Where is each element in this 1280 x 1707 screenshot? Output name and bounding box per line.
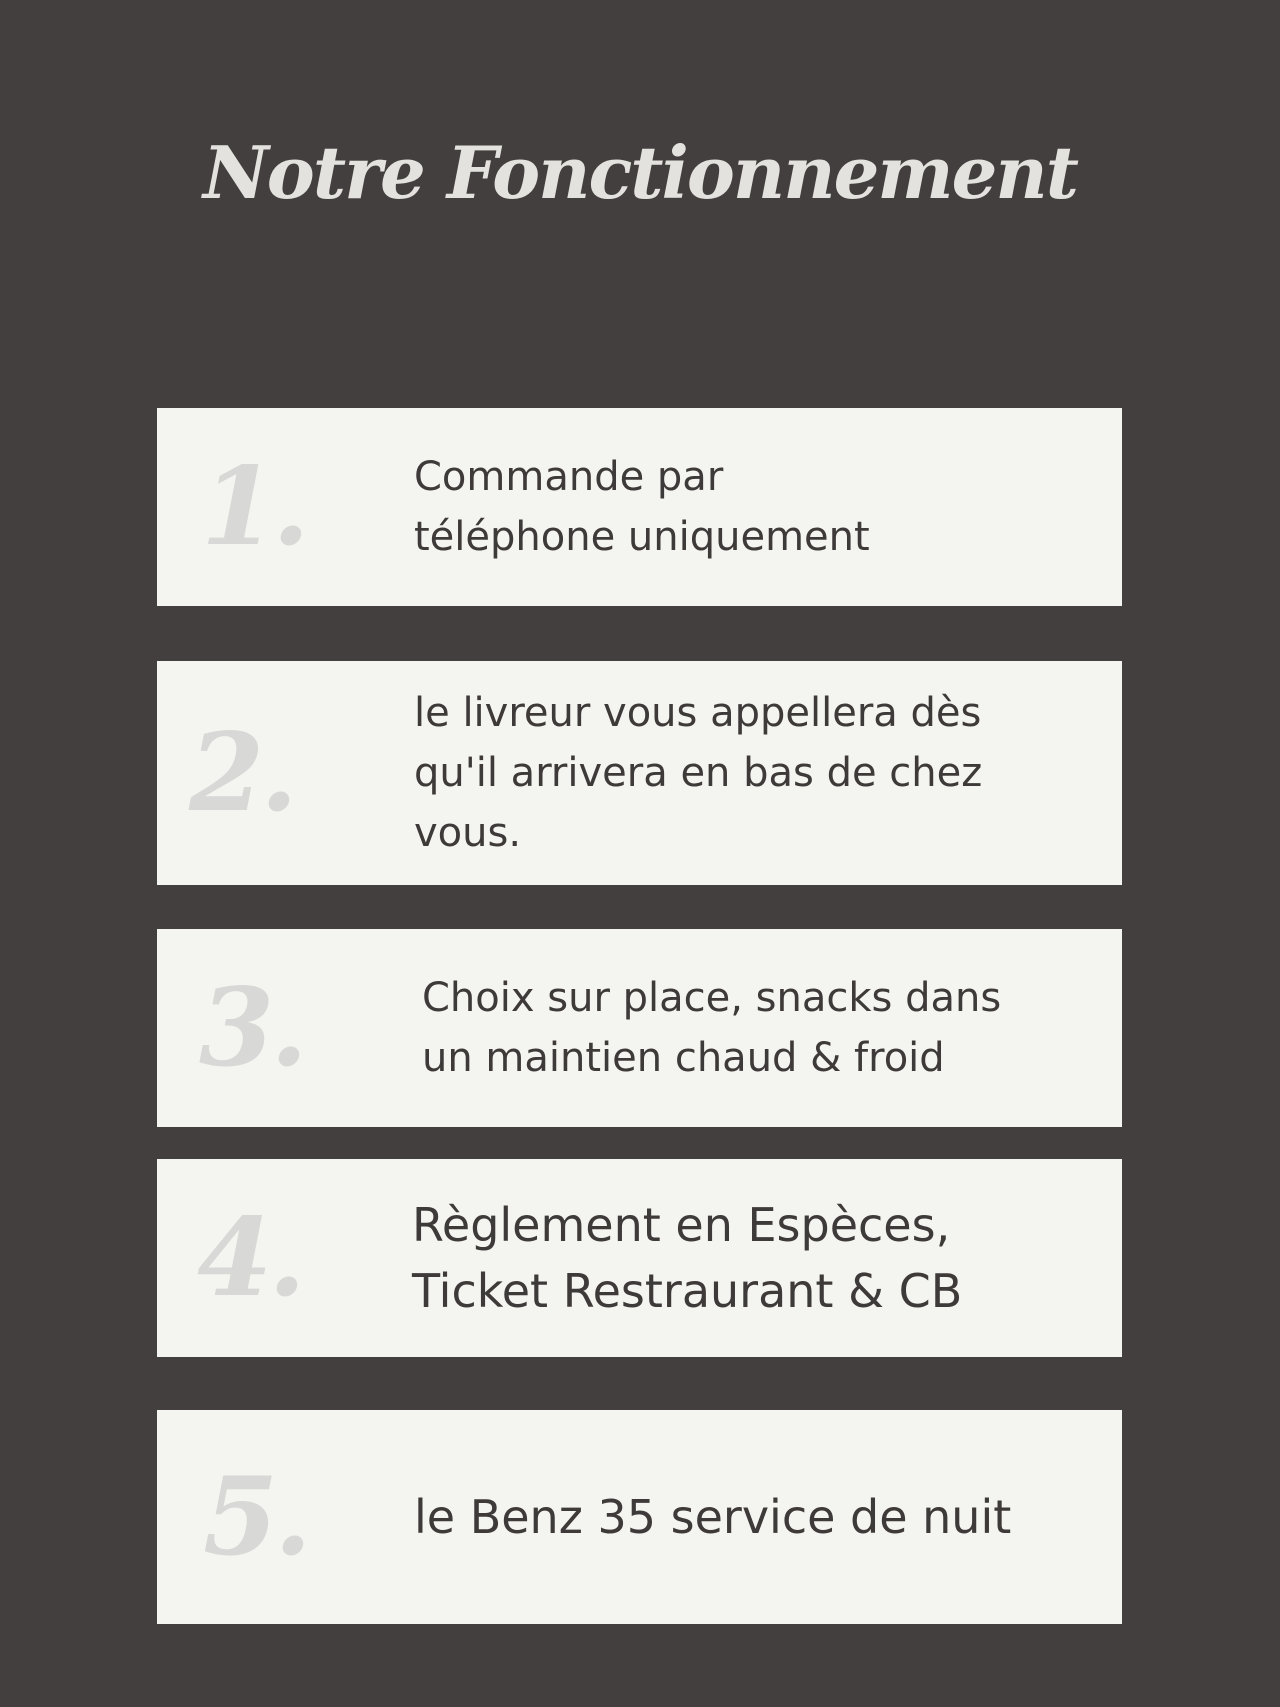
step-card-2 xyxy=(157,661,1122,885)
step-card-5 xyxy=(157,1410,1122,1624)
step-card-3 xyxy=(157,929,1122,1127)
page-title: Notre Fonctionnement xyxy=(202,130,1078,215)
step-card-1 xyxy=(157,408,1122,606)
step-number: 5. xyxy=(203,1454,308,1580)
step-number: 3. xyxy=(199,965,304,1091)
step-text: le livreur vous appellera dès qu'il arrivera en bas de chez vous. xyxy=(414,690,983,856)
step-number: 4. xyxy=(197,1195,302,1321)
step-card-4 xyxy=(157,1159,1122,1357)
step-number: 1. xyxy=(201,444,306,570)
step-text: Règlement en Espèces, Ticket Restraurant & CB xyxy=(412,1198,963,1318)
step-number: 2. xyxy=(189,710,294,836)
step-text: Commande par téléphone uniquement xyxy=(414,454,870,560)
step-text: Choix sur place, snacks dans un maintien chaud & froid xyxy=(422,975,1002,1081)
step-text: le Benz 35 service de nuit xyxy=(414,1490,1012,1544)
